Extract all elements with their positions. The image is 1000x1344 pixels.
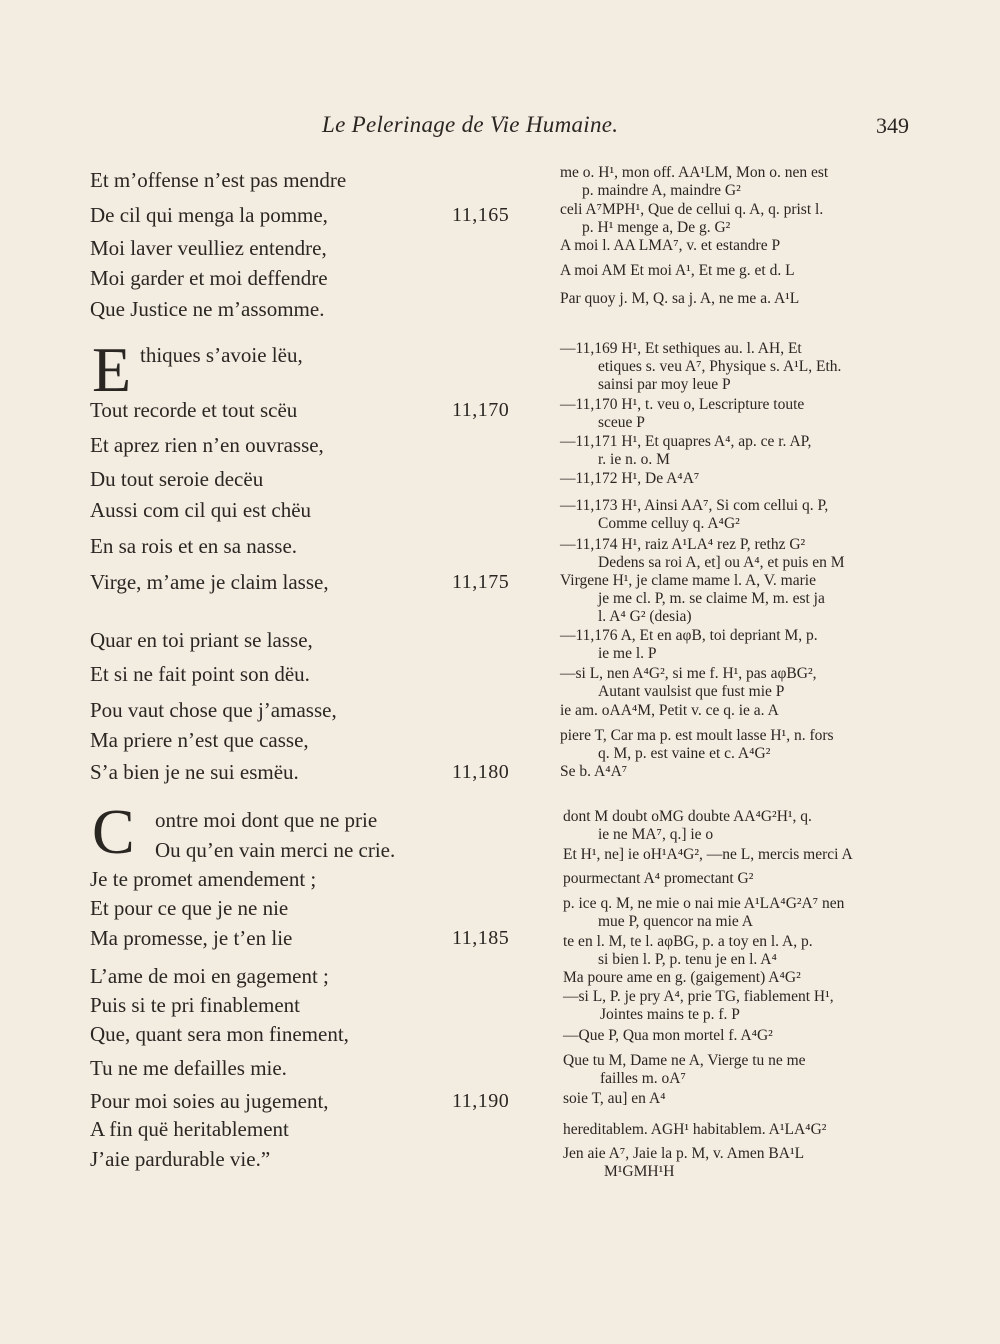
- variant-note-line: sceue P: [598, 414, 645, 431]
- verse-line: Moi laver veulliez entendre,: [90, 236, 327, 260]
- variant-note-line: failles m. oA⁷: [600, 1070, 686, 1087]
- variant-note-line: sainsi par moy leue P: [598, 376, 731, 393]
- line-number: 11,170: [452, 399, 510, 421]
- variant-note-line: A moi AM Et moi A¹, Et me g. et d. L: [560, 262, 795, 279]
- dropcap-c: C: [92, 796, 135, 867]
- verse-line: En sa rois et en sa nasse.: [90, 534, 298, 558]
- variant-note-line: Comme celluy q. A⁴G²: [598, 515, 740, 532]
- variant-note-line: pourmectant A⁴ promectant G²: [563, 870, 754, 887]
- verse-line: Que Justice ne m’assomme.: [90, 297, 325, 321]
- verse-line: Tout recorde et tout scëu: [90, 398, 298, 422]
- variant-note-line: p. ice q. M, ne mie o nai mie A¹LA⁴G²A⁷ nen: [563, 895, 845, 912]
- verse-line: A fin quë heritablement: [90, 1117, 289, 1141]
- variant-note-line: —Que P, Qua mon mortel f. A⁴G²: [563, 1027, 773, 1044]
- verse-line: thiques s’avoie lëu,: [140, 343, 303, 367]
- variant-note-line: piere T, Car ma p. est moult lasse H¹, n. fors: [560, 727, 834, 744]
- line-number: 11,190: [452, 1090, 510, 1112]
- variant-note-line: Que tu M, Dame ne A, Vierge tu ne me: [563, 1052, 806, 1069]
- variant-note-line: p. maindre A, maindre G²: [582, 182, 741, 199]
- verse-line: Du tout seroie decëu: [90, 467, 264, 491]
- verse-line: De cil qui menga la pomme,: [90, 203, 328, 227]
- line-number: 11,175: [452, 571, 510, 593]
- verse-line: Ma priere n’est que casse,: [90, 728, 309, 752]
- verse-line: Aussi com cil qui est chëu: [90, 498, 312, 522]
- verse-line: Et pour ce que je ne nie: [90, 896, 289, 920]
- variant-note-line: Autant vaulsist que fust mie P: [598, 683, 785, 700]
- verse-line: Et si ne fait point son dëu.: [90, 662, 310, 686]
- variant-note-line: —11,176 A, Et en aφB, toi depriant M, p.: [560, 627, 818, 644]
- verse-line: Quar en toi priant se lasse,: [90, 628, 313, 652]
- variant-note-line: q. M, p. est vaine et c. A⁴G²: [598, 745, 771, 762]
- variant-note-line: Dedens sa roi A, et] ou A⁴, et puis en M: [598, 554, 845, 571]
- line-number: 11,180: [452, 761, 510, 783]
- variant-note-line: —11,170 H¹, t. veu o, Lescripture toute: [560, 396, 805, 413]
- verse-line: Moi garder et moi deffendre: [90, 266, 328, 290]
- verse-line: Pou vaut chose que j’amasse,: [90, 698, 337, 722]
- verse-line: Virge, m’ame je claim lasse,: [90, 570, 329, 594]
- running-title: Le Pelerinage de Vie Humaine.: [322, 112, 619, 137]
- dropcap-e: E: [92, 334, 132, 405]
- verse-line: Et m’offense n’est pas mendre: [90, 168, 347, 192]
- page-number: 349: [876, 113, 909, 138]
- variant-note-line: Virgene H¹, je clame mame l. A, V. marie: [560, 572, 816, 589]
- variant-note-line: —si L, P. je pry A⁴, prie TG, fiablement H¹,: [563, 988, 834, 1005]
- variant-note-line: ie ne MA⁷, q.] ie o: [598, 826, 714, 843]
- variant-note-line: —11,172 H¹, De A⁴A⁷: [560, 470, 700, 487]
- verse-line: ontre moi dont que ne prie: [155, 808, 378, 832]
- verse-line: Que, quant sera mon finement,: [90, 1022, 349, 1046]
- variant-note-line: Jen aie A⁷, Jaie la p. M, v. Amen BA¹L: [563, 1145, 805, 1162]
- variant-note-line: me o. H¹, mon off. AA¹LM, Mon o. nen est: [560, 164, 829, 181]
- variant-note-line: celi A⁷MPH¹, Que de cellui q. A, q. prist l.: [560, 201, 824, 218]
- line-number: 11,165: [452, 204, 510, 226]
- variant-note-line: p. H¹ menge a, De g. G²: [582, 219, 731, 236]
- variant-note-line: hereditablem. AGH¹ habitablem. A¹LA⁴G²: [563, 1121, 827, 1138]
- variant-note-line: si bien l. P, p. tenu je en l. A⁴: [598, 951, 777, 968]
- line-number: 11,185: [452, 927, 510, 949]
- variant-note-line: Ma poure ame en g. (gaigement) A⁴G²: [563, 969, 801, 986]
- variant-note-line: etiques s. veu A⁷, Physique s. A¹L, Eth.: [598, 358, 842, 375]
- verse-line: Tu ne me defailles mie.: [90, 1056, 287, 1080]
- variant-note-line: —11,173 H¹, Ainsi AA⁷, Si com cellui q. P,: [560, 497, 829, 514]
- variant-note-line: mue P, quencor na mie A: [598, 913, 753, 930]
- variant-note-line: —11,169 H¹, Et sethiques au. l. AH, Et: [560, 340, 802, 357]
- variant-note-line: r. ie n. o. M: [598, 451, 670, 468]
- variant-note-line: A moi l. AA LMA⁷, v. et estandre P: [560, 237, 781, 254]
- variant-note-line: —11,171 H¹, Et quapres A⁴, ap. ce r. AP,: [560, 433, 812, 450]
- variant-note-line: dont M doubt oMG doubte AA⁴G²H¹, q.: [563, 808, 812, 825]
- variant-note-line: Et H¹, ne] ie oH¹A⁴G², —ne L, mercis merci A: [563, 846, 853, 863]
- variant-note-line: je me cl. P, m. se claime M, m. est ja: [598, 590, 825, 607]
- variant-note-line: l. A⁴ G² (desia): [598, 608, 692, 625]
- verse-line: Puis si te pri finablement: [90, 993, 300, 1017]
- verse-line: L’ame de moi en gagement ;: [90, 964, 329, 988]
- verse-line: Ma promesse, je t’en lie: [90, 926, 293, 950]
- variant-note-line: M¹GMH¹H: [604, 1163, 675, 1180]
- variant-note-line: Se b. A⁴A⁷: [560, 763, 628, 780]
- variant-note-line: Jointes mains te p. f. P: [600, 1006, 740, 1023]
- variant-note-line: ie me l. P: [598, 645, 657, 662]
- variant-note-line: ie am. oAA⁴M, Petit v. ce q. ie a. A: [560, 702, 779, 719]
- verse-line: S’a bien je ne sui esmëu.: [90, 760, 299, 784]
- verse-line: Ou qu’en vain merci ne crie.: [155, 838, 396, 862]
- verse-line: Pour moi soies au jugement,: [90, 1089, 329, 1113]
- variant-note-line: soie T, au] en A⁴: [563, 1090, 666, 1107]
- verse-line: J’aie pardurable vie.”: [90, 1147, 271, 1171]
- verse-line: Et aprez rien n’en ouvrasse,: [90, 433, 324, 457]
- variant-note-line: te en l. M, te l. aφBG, p. a toy en l. A, p.: [563, 933, 813, 950]
- variant-note-line: —si L, nen A⁴G², si me f. H¹, pas aφBG²,: [560, 665, 817, 682]
- verse-line: Je te promet amendement ;: [90, 867, 317, 891]
- variant-note-line: Par quoy j. M, Q. sa j. A, ne me a. A¹L: [560, 290, 800, 307]
- variant-note-line: —11,174 H¹, raiz A¹LA⁴ rez P, rethz G²: [560, 536, 806, 553]
